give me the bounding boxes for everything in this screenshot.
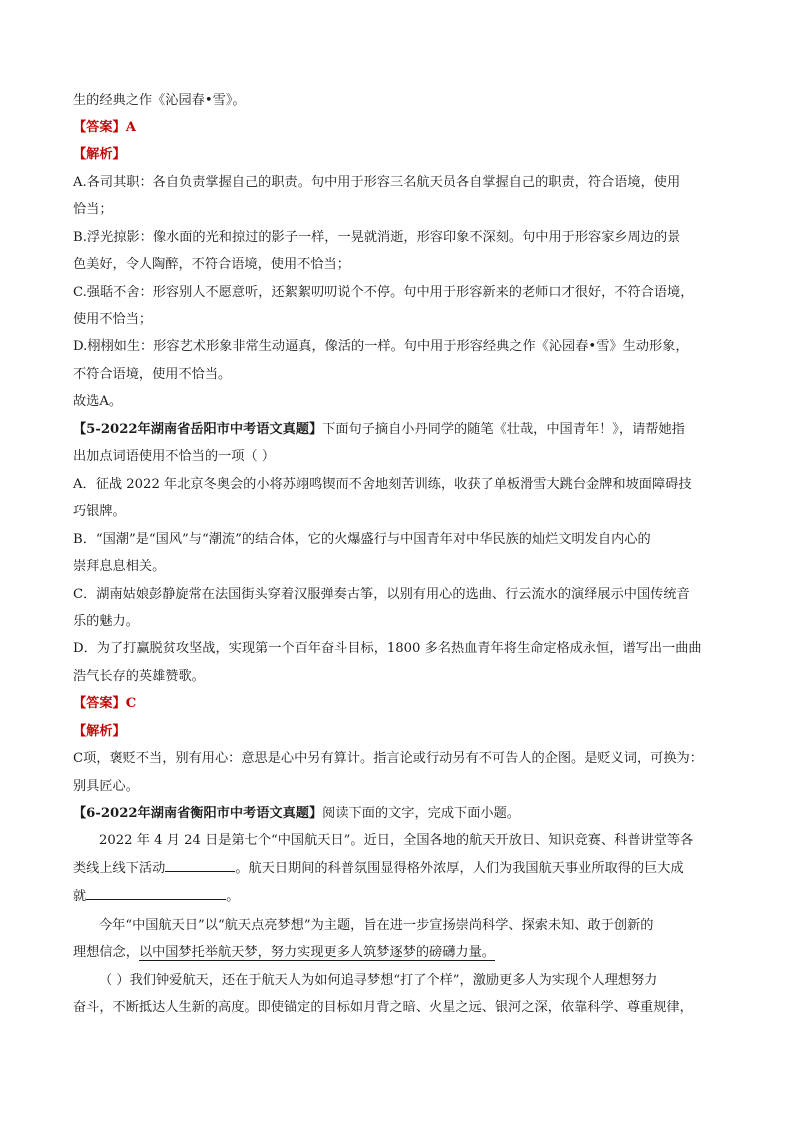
text-line: 使用不恰当；: [73, 312, 153, 327]
passage-line: 奋斗，不断抵达人生新的高度。即使锚定的目标如月背之暗、火星之远、银河之深，依靠科学、尊重规律，: [73, 1000, 693, 1015]
text-line: 不符合语境，使用不恰当。: [73, 367, 232, 382]
fill-blank[interactable]: [165, 857, 235, 872]
analysis-label: 【解析】: [73, 147, 126, 162]
passage-line: （ ）我们钟爱航天，还在于航天人为如何追寻梦想“打了个样”，激励更多人为实现个人理想努力: [99, 973, 658, 988]
analysis-label: 【解析】: [73, 724, 126, 739]
text-line: C.强聒不舍：形容别人不愿意听，还絮絮叨叨说个不停。句中用于形容新来的老师口才很好，不符合语境，: [73, 285, 694, 300]
question-prompt: 阅读下面的文字，完成下面小题。: [322, 806, 520, 821]
passage-text: 类线上线下活动: [73, 861, 166, 876]
answer-label: 【答案】C: [73, 696, 137, 711]
question-5-header: [73, 419, 685, 441]
passage-text: 。航天日期间的科普氛围显得格外浓厚，人们为我国航天事业所取得的巨大成: [235, 861, 684, 876]
text-line: 别具匠心。: [73, 779, 139, 794]
text-line: A.各司其职：各自负责掌握自己的职责。句中用于形容三名航天员各自掌握自己的职责，符合语境，使用: [73, 175, 681, 190]
underlined-sentence: 以中国梦托举航天梦，努力实现更多人筑梦逐梦的磅礴力量。: [138, 945, 495, 960]
text-line: 浩气长存的英雄赞歌。: [73, 669, 205, 684]
question-source: 【5-2022年湖南省岳阳市中考语文真题】: [73, 422, 323, 437]
answer-label: 【答案】A: [73, 120, 136, 135]
text-line: 出加点词语使用不恰当的一项（ ）: [73, 449, 276, 464]
text-line: B.浮光掠影：像水面的光和掠过的影子一样，一晃就消逝，形容印象不深刻。句中用于形容家乡周边的景: [73, 230, 681, 245]
passage-line: 2022 年 4 月 24 日是第七个“中国航天日”。近日，全国各地的航天开放日、知识竞赛、科普讲堂等各: [99, 833, 694, 848]
passage-text: 就: [73, 889, 87, 904]
passage-line: 今年“中国航天日”以“航天点亮梦想”为主题，旨在进一步宣扬崇尚科学、探索未知、敢于创新的: [99, 918, 654, 933]
text-line: 生的经典之作《沁园春•雪》。: [73, 93, 246, 108]
question-source: 【6-2022年湖南省衡阳市中考语文真题】: [73, 806, 323, 821]
fill-blank[interactable]: [86, 885, 226, 900]
question-prompt: 下面句子摘自小丹同学的随笔《壮哉，中国青年！》，请帮她指: [322, 422, 685, 437]
passage-line: [73, 885, 239, 907]
option-d: D．为了打赢脱贫攻坚战，实现第一个百年奋斗目标，1800 多名热血青年将生命定格成永恒，谱写出一曲曲: [73, 641, 702, 656]
text-line: 色美好，令人陶醉，不符合语境，使用不恰当；: [73, 257, 350, 272]
text-line: 恰当；: [73, 202, 113, 217]
text-line: 乐的魅力。: [73, 614, 139, 629]
passage-line: [73, 942, 495, 964]
passage-line: [73, 857, 684, 879]
passage-text: 。: [226, 889, 240, 904]
question-6-header: [73, 803, 520, 825]
option-a: A．征战 2022 年北京冬奥会的小将苏翊鸣锲而不舍地刻苦训练，收获了单板滑雪大跳台金牌和坡面障碍技: [73, 477, 692, 492]
option-c: C．湖南姑娘彭静旋常在法国街头穿着汉服弹奏古筝，以别有用心的选曲、行云流水的演绎展示中国传统音: [73, 587, 690, 602]
text-line: D.栩栩如生：形容艺术形象非常生动逼真，像活的一样。句中用于形容经典之作《沁园春•雪》生动形象，: [73, 339, 689, 354]
text-line: 崇拜息息相关。: [73, 559, 166, 574]
text-line: C项，褒贬不当，别有用心：意思是心中另有算计。指言论或行动另有不可告人的企图。是贬义词，可换为：: [73, 751, 703, 766]
text-line: 故选A。: [73, 394, 123, 409]
option-b: B．“国潮”是“国风”与“潮流”的结合体，它的火爆盛行与中国青年对中华民族的灿烂文明发自内心的: [73, 532, 651, 547]
passage-text: 理想信念，: [73, 945, 139, 960]
text-line: 巧银牌。: [73, 504, 126, 519]
